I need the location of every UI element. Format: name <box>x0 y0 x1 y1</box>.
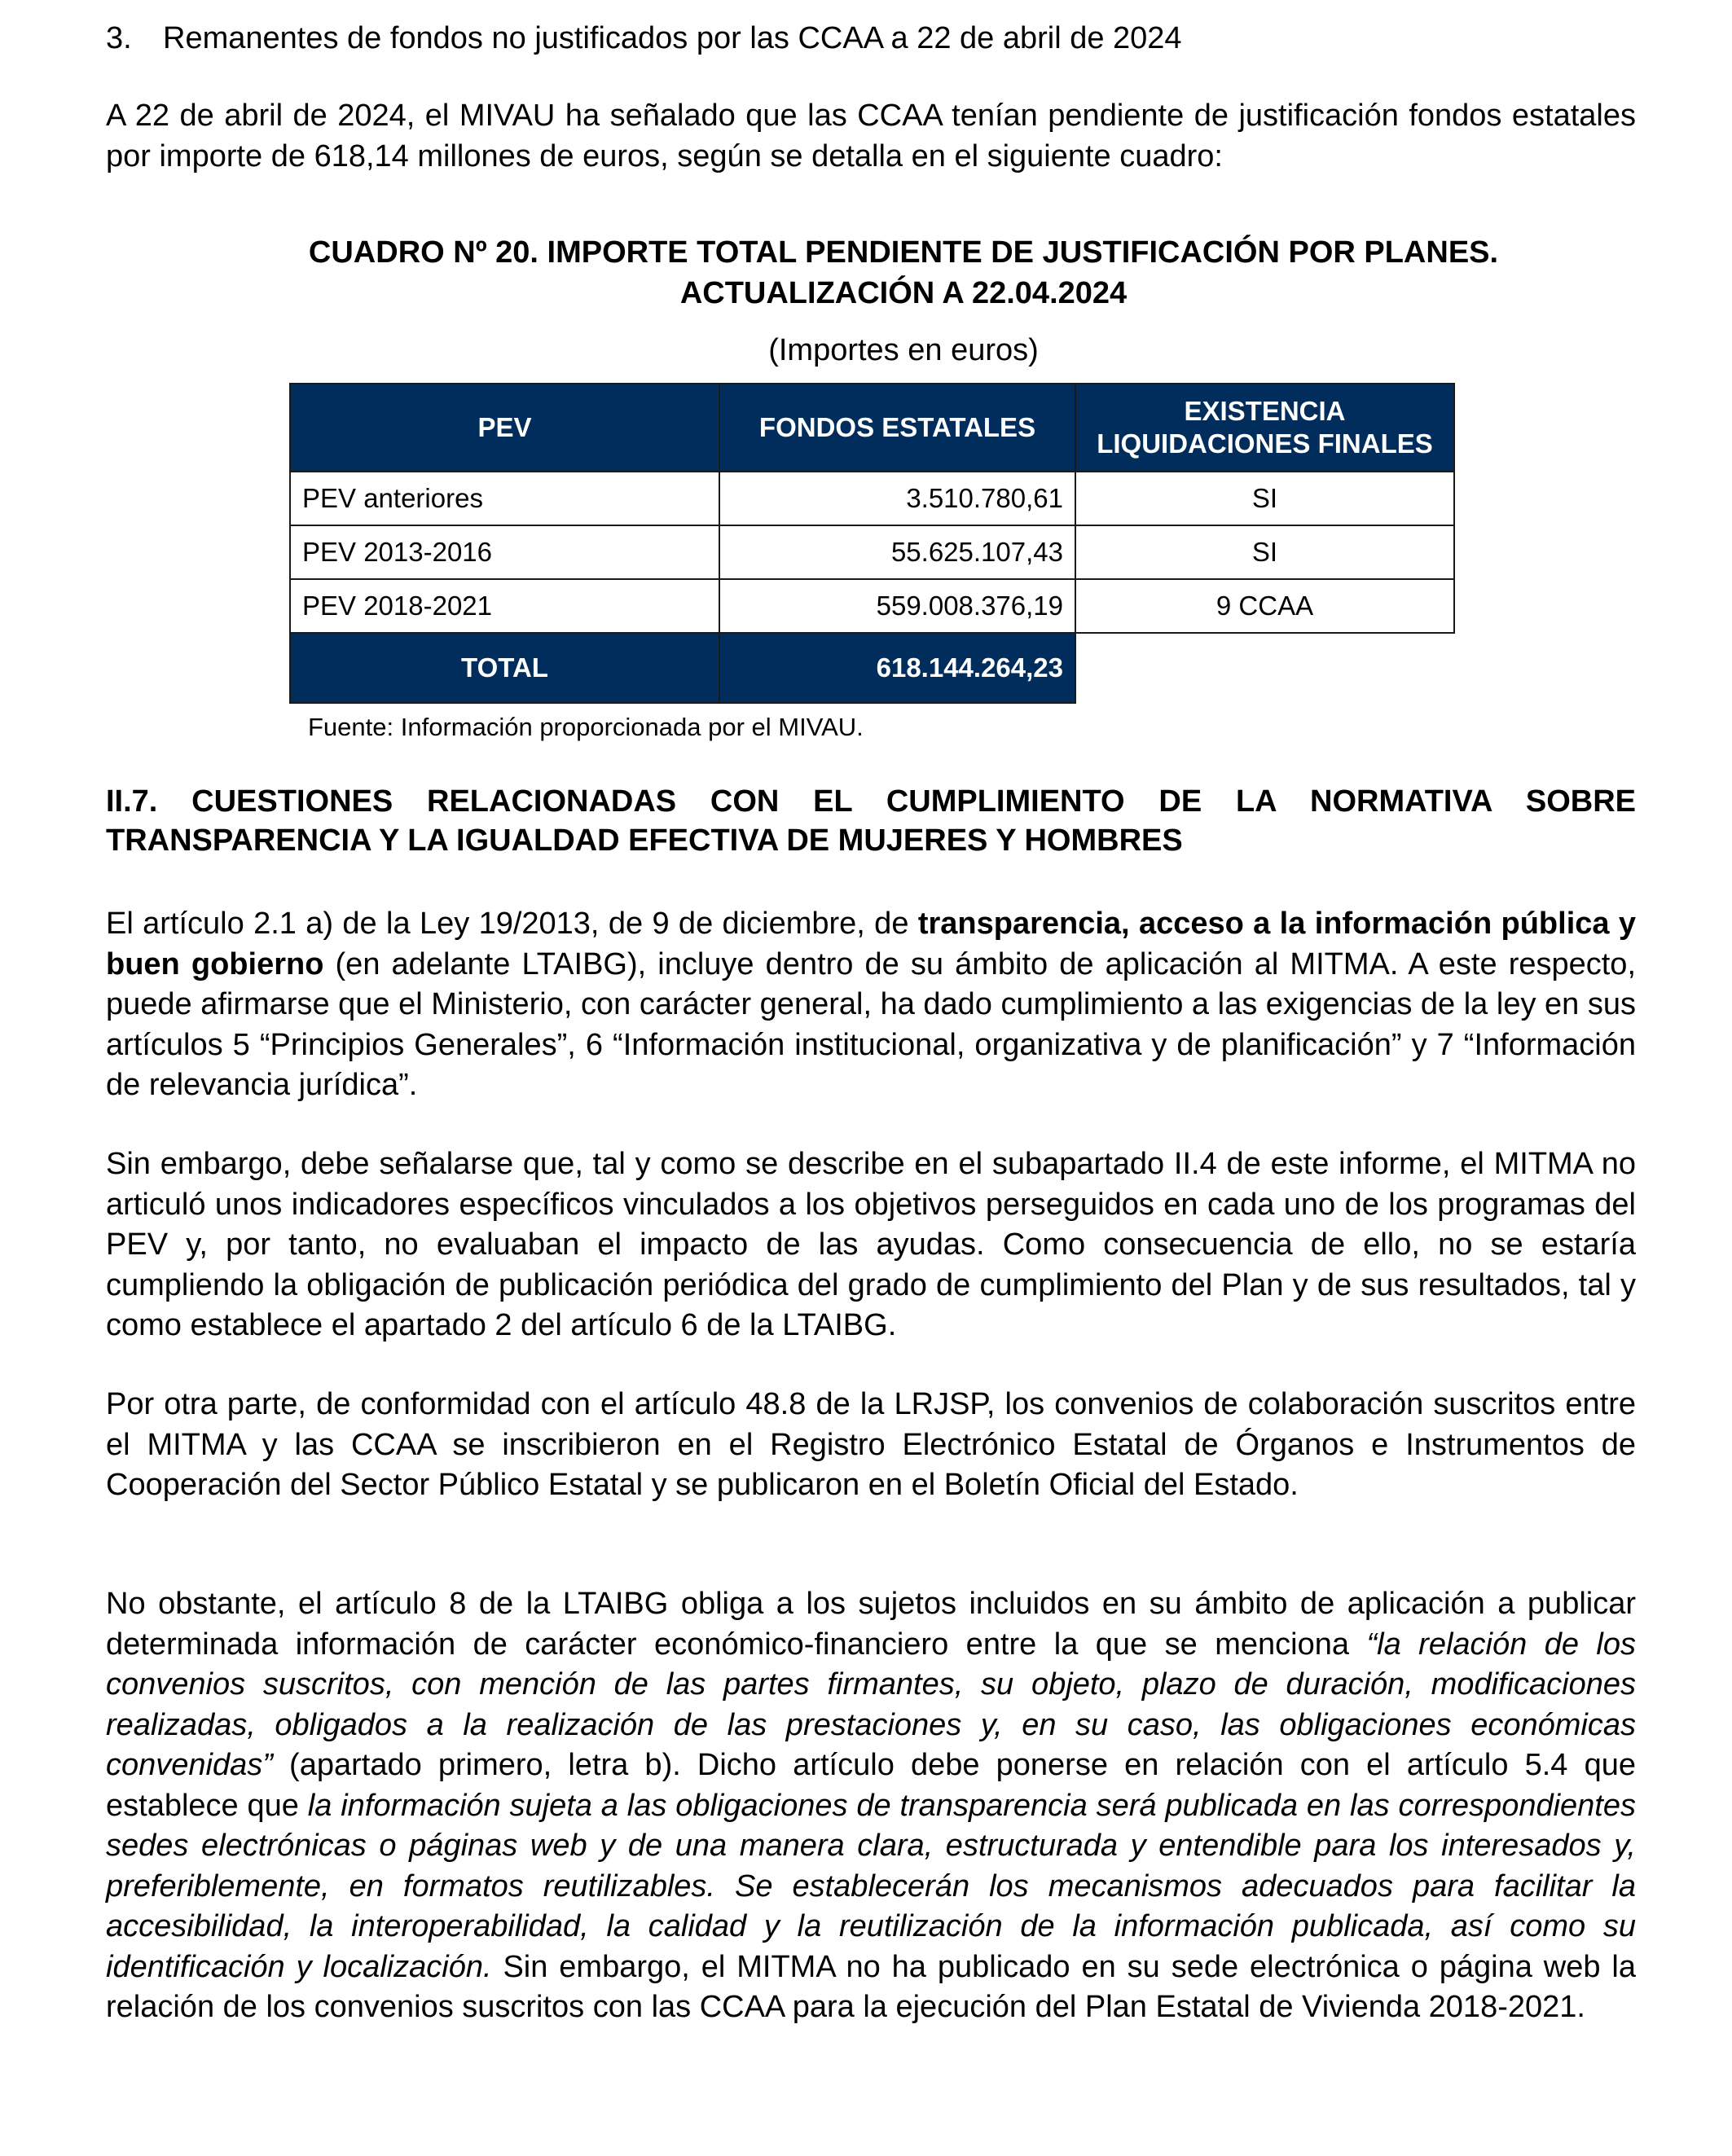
pending-funds-table <box>289 383 1455 704</box>
cell-existencia: 9 CCAA <box>1075 579 1454 633</box>
cell-fondos: 559.008.376,19 <box>719 579 1075 633</box>
section-title: Remanentes de fondos no justificados por las CCAA a 22 de abril de 2024 <box>163 21 1182 55</box>
text-run: (en adelante LTAIBG), incluye dentro de su ámbito de aplicación al MITMA. A este respecto, puede afirmarse que el Ministerio, con carácter general, ha dado cumplimiento a las exigencias de la ley en sus artículos 5 “Principios Generales”, 6 “Información institucional, organizativa y de planificación” y 7 “Información de relevancia jurídica”. <box>106 946 1637 1102</box>
table-row <box>290 525 1454 579</box>
section-heading <box>106 18 1182 59</box>
intro-paragraph: A 22 de abril de 2024, el MIVAU ha señalado que las CCAA tenían pendiente de justificación fondos estatales por importe de 618,14 millones de euros, según se detalla en el siguiente cuadro: <box>106 99 1636 173</box>
table-caption-line1: CUADRO Nº 20. IMPORTE TOTAL PENDIENTE DE JUSTIFICACIÓN POR PLANES. <box>308 235 1499 270</box>
table-caption <box>106 232 1636 314</box>
cell-pev: PEV anteriores <box>290 472 719 525</box>
column-header-pev: PEV <box>290 384 719 472</box>
table-units: (Importes en euros) <box>768 333 1039 367</box>
table-source-note: Fuente: Información proporcionada por el MIVAU. <box>308 713 864 741</box>
cell-existencia: SI <box>1075 472 1454 525</box>
table-caption-line2: ACTUALIZACIÓN A 22.04.2024 <box>679 276 1128 310</box>
paragraph-article-8 <box>106 1584 1636 2028</box>
table-total-row <box>290 633 1454 703</box>
subsection-heading: II.7. CUESTIONES RELACIONADAS CON EL CUMPLIMIENTO DE LA NORMATIVA SOBRE TRANSPARENCIA Y LA IGUALDAD EFECTIVA DE MUJERES Y HOMBRES <box>106 784 1636 858</box>
cell-existencia: SI <box>1075 525 1454 579</box>
italic-quote-article-8: “la relación de los convenios suscritos, con mención de las partes firmantes, su objeto, plazo de duración, modificaciones realizadas, obligados a la realización de las prestaciones y, en su caso, las obligaciones económicas convenidas” <box>106 1627 1636 1782</box>
italic-quote-article-5-4: la información sujeta a las obligaciones de transparencia será publicada en las correspondientes sedes electrónicas o páginas web y de una manera clara, estructurada y entendible para los interesados y, preferiblemente, en formatos reutilizables. Se establecerán los mecanismos adecuados para facilitar la accesibilidad, la interoperabilidad, la calidad y la reutilización de la información publicada, así como su identificación y localización. <box>106 1788 1636 1984</box>
column-header-existencia: EXISTENCIA LIQUIDACIONES FINALES <box>1075 384 1454 472</box>
paragraph-lrjsp: Por otra parte, de conformidad con el artículo 48.8 de la LRJSP, los convenios de colaboración suscritos entre el MITMA y las CCAA se inscribieron en el Registro Electrónico Estatal de Órganos e Instrumentos de Cooperación del Sector Público Estatal y se publicaron en el Boletín Oficial del Estado. <box>106 1387 1636 1502</box>
text-run: (apartado primero, letra b). Dicho artículo debe ponerse en relación con el artículo 5.4 que establece que <box>106 1748 1636 1823</box>
text-run: El artículo 2.1 a) de la Ley 19/2013, de 9 de diciembre, de <box>106 907 918 941</box>
text-run: Sin embargo, el MITMA no ha publicado en su sede electrónica o página web la relación de los convenios suscritos con las CCAA para la ejecución del Plan Estatal de Vivienda 2018-2021. <box>106 1949 1636 2024</box>
paragraph-indicators: Sin embargo, debe señalarse que, tal y como se describe en el subapartado II.4 de este informe, el MITMA no articuló unos indicadores específicos vinculados a los objetivos perseguidos en cada uno de los programas del PEV y, por tanto, no evaluaban el impacto de las ayudas. Como consecuencia de ello, no se estaría cumpliendo la obligación de publicación periódica del grado de cumplimiento del Plan y de sus resultados, tal y como establece el apartado 2 del artículo 6 de la LTAIBG. <box>106 1147 1636 1342</box>
section-number: 3. <box>106 21 132 55</box>
cell-pev: PEV 2018-2021 <box>290 579 719 633</box>
cell-fondos: 3.510.780,61 <box>719 472 1075 525</box>
empty-cell <box>1075 633 1454 703</box>
bold-law-name: transparencia, acceso a la información pública y buen gobierno <box>106 907 1637 981</box>
paragraph-ltaibg-scope <box>106 904 1636 1106</box>
text-run: No obstante, el artículo 8 de la LTAIBG obliga a los sujetos incluidos en su ámbito de aplicación a publicar determinada información de carácter económico-financiero entre la que se menciona <box>106 1587 1636 1662</box>
column-header-fondos: FONDOS ESTATALES <box>719 384 1075 472</box>
table-header-row <box>290 384 1454 472</box>
total-amount: 618.144.264,23 <box>719 633 1075 703</box>
table-row <box>290 579 1454 633</box>
total-label: TOTAL <box>290 633 719 703</box>
cell-fondos: 55.625.107,43 <box>719 525 1075 579</box>
table-row <box>290 472 1454 525</box>
cell-pev: PEV 2013-2016 <box>290 525 719 579</box>
